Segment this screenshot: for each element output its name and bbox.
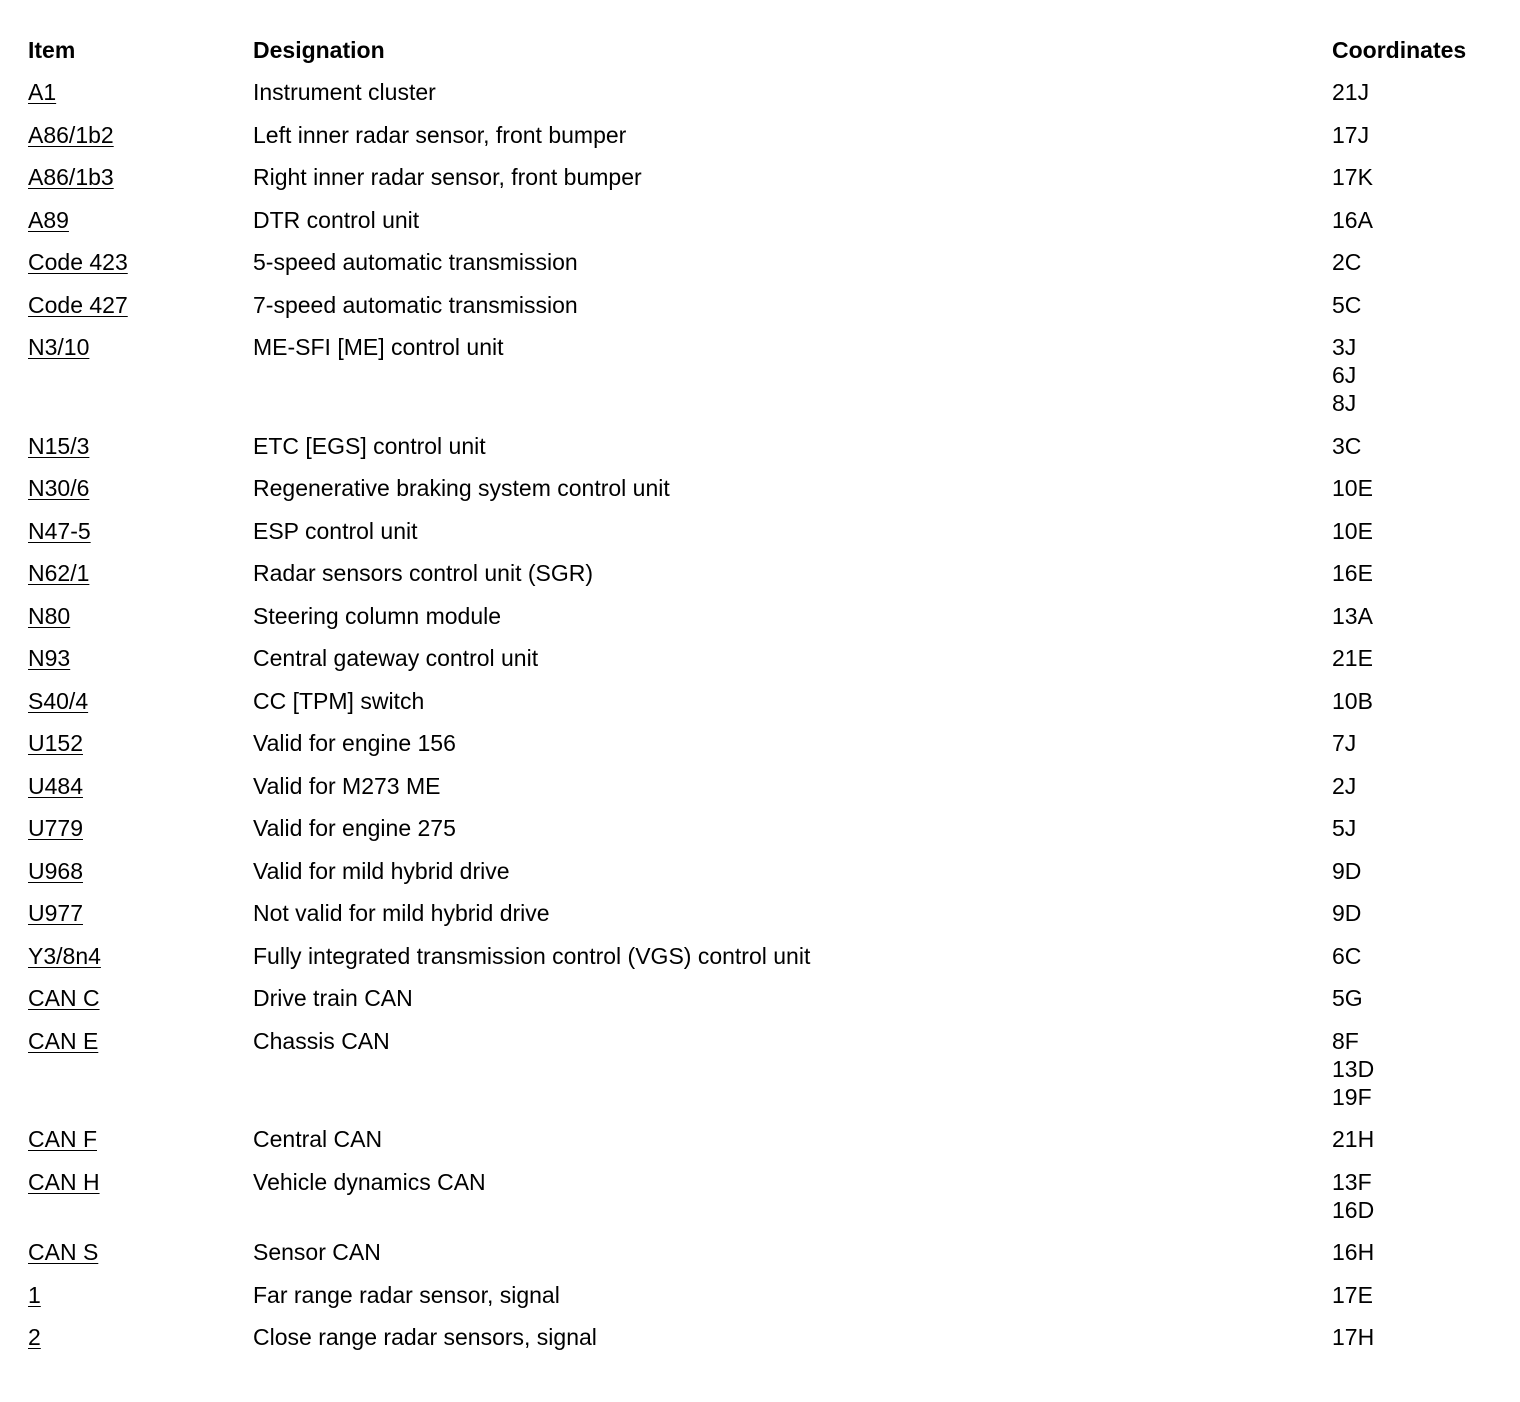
coordinate-value: 10E bbox=[1332, 517, 1373, 544]
table-row bbox=[28, 121, 1498, 164]
table-row bbox=[28, 602, 1498, 645]
designation-cell: Steering column module bbox=[253, 602, 502, 629]
designation-cell: Sensor CAN bbox=[253, 1239, 381, 1265]
item-link[interactable]: N47-5 bbox=[28, 517, 91, 544]
table-row bbox=[28, 1323, 1498, 1366]
designation-cell: Instrument cluster bbox=[253, 79, 436, 105]
item-link[interactable]: U968 bbox=[28, 857, 83, 884]
item-link[interactable]: N15/3 bbox=[28, 432, 90, 459]
coordinate-value: 16A bbox=[1332, 206, 1373, 233]
designation-cell: Valid for M273 ME bbox=[253, 772, 441, 799]
designation-cell: ETC [EGS] control unit bbox=[253, 432, 486, 459]
coordinate-value: 5C bbox=[1332, 291, 1362, 318]
item-link[interactable]: CAN F bbox=[28, 1126, 97, 1152]
table-row bbox=[28, 1125, 1498, 1168]
coordinates-cell bbox=[1332, 517, 1498, 545]
coordinates-cell bbox=[1332, 432, 1498, 460]
coordinate-value: 2J bbox=[1332, 772, 1357, 799]
item-link[interactable]: S40/4 bbox=[28, 687, 89, 714]
coordinates-cell bbox=[1332, 687, 1498, 715]
designation-cell: Radar sensors control unit (SGR) bbox=[253, 560, 594, 586]
coordinate-value: 13D bbox=[1332, 1055, 1375, 1082]
item-cell bbox=[28, 474, 253, 502]
item-link[interactable]: CAN H bbox=[28, 1168, 100, 1195]
item-cell bbox=[28, 78, 253, 106]
item-cell bbox=[28, 687, 253, 715]
coordinate-value: 21H bbox=[1332, 1126, 1375, 1152]
item-cell bbox=[28, 1027, 253, 1055]
coordinate-value: 21J bbox=[1332, 79, 1370, 105]
table-row bbox=[28, 729, 1498, 772]
coordinate-value: 10E bbox=[1332, 475, 1373, 501]
item-link[interactable]: CAN E bbox=[28, 1027, 99, 1054]
designation-cell: ESP control unit bbox=[253, 517, 418, 544]
item-cell bbox=[28, 121, 253, 149]
designation-cell: Central CAN bbox=[253, 1126, 383, 1152]
designation-cell: Valid for engine 156 bbox=[253, 730, 456, 756]
item-cell bbox=[28, 942, 253, 970]
coordinate-value: 8F bbox=[1332, 1027, 1359, 1054]
item-cell bbox=[28, 1238, 253, 1266]
coordinates-cell bbox=[1332, 78, 1498, 106]
item-link[interactable]: Code 427 bbox=[28, 291, 128, 318]
legend-header-row bbox=[28, 36, 1498, 78]
item-cell bbox=[28, 291, 253, 319]
coordinate-value: 6C bbox=[1332, 942, 1362, 969]
coordinates-cell bbox=[1332, 942, 1498, 970]
item-cell bbox=[28, 432, 253, 460]
coordinates-cell bbox=[1332, 1125, 1498, 1153]
coordinate-value: 8J bbox=[1332, 390, 1357, 416]
item-cell bbox=[28, 517, 253, 545]
item-link[interactable]: Code 423 bbox=[28, 249, 128, 275]
coordinates-cell bbox=[1332, 814, 1498, 842]
designation-cell: Chassis CAN bbox=[253, 1027, 390, 1054]
designation-cell: 5-speed automatic transmission bbox=[253, 249, 578, 275]
table-row bbox=[28, 1027, 1498, 1126]
item-link[interactable]: N3/10 bbox=[28, 334, 90, 360]
table-row bbox=[28, 984, 1498, 1027]
item-cell bbox=[28, 163, 253, 191]
coordinates-cell bbox=[1332, 333, 1498, 417]
designation-cell: Valid for engine 275 bbox=[253, 815, 456, 841]
coordinate-value: 13F bbox=[1332, 1168, 1372, 1195]
item-cell bbox=[28, 206, 253, 234]
coordinates-cell bbox=[1332, 602, 1498, 630]
table-row bbox=[28, 432, 1498, 475]
item-cell bbox=[28, 602, 253, 630]
coordinates-cell bbox=[1332, 474, 1498, 502]
designation-cell: CC [TPM] switch bbox=[253, 687, 425, 714]
item-link[interactable]: U779 bbox=[28, 815, 83, 841]
item-cell bbox=[28, 1281, 253, 1309]
coordinate-value: 5G bbox=[1332, 985, 1363, 1011]
designation-cell: Fully integrated transmission control (VGS) control unit bbox=[253, 942, 811, 969]
coordinates-cell bbox=[1332, 163, 1498, 191]
table-row bbox=[28, 78, 1498, 121]
designation-cell: Drive train CAN bbox=[253, 985, 413, 1011]
designation-cell: Right inner radar sensor, front bumper bbox=[253, 164, 642, 190]
table-row bbox=[28, 644, 1498, 687]
table-row bbox=[28, 814, 1498, 857]
item-link[interactable]: U484 bbox=[28, 772, 83, 799]
item-link[interactable]: Y3/8n4 bbox=[28, 942, 101, 969]
coordinate-value: 17H bbox=[1332, 1324, 1375, 1350]
table-row bbox=[28, 857, 1498, 900]
table-row bbox=[28, 333, 1498, 432]
coordinates-cell bbox=[1332, 559, 1498, 587]
table-row bbox=[28, 1168, 1498, 1239]
coordinate-value: 17J bbox=[1332, 121, 1370, 148]
table-row bbox=[28, 248, 1498, 291]
item-cell bbox=[28, 1323, 253, 1351]
coordinate-value: 3J bbox=[1332, 334, 1357, 360]
coordinate-value: 9D bbox=[1332, 900, 1362, 926]
coordinate-value: 10B bbox=[1332, 687, 1373, 714]
coordinate-value: 6J bbox=[1332, 362, 1357, 388]
coordinate-value: 13A bbox=[1332, 602, 1373, 629]
designation-cell: 7-speed automatic transmission bbox=[253, 291, 578, 318]
item-link[interactable]: A1 bbox=[28, 79, 57, 105]
coordinate-value: 16D bbox=[1332, 1196, 1375, 1223]
table-row bbox=[28, 772, 1498, 815]
header-designation: Designation bbox=[253, 37, 385, 63]
coordinates-cell bbox=[1332, 899, 1498, 927]
coordinates-cell bbox=[1332, 206, 1498, 234]
item-cell bbox=[28, 248, 253, 276]
item-cell bbox=[28, 559, 253, 587]
coordinates-cell bbox=[1332, 1238, 1498, 1266]
table-row bbox=[28, 163, 1498, 206]
coordinates-cell bbox=[1332, 984, 1498, 1012]
coordinate-value: 9D bbox=[1332, 857, 1362, 884]
designation-cell: Valid for mild hybrid drive bbox=[253, 857, 510, 884]
designation-cell: DTR control unit bbox=[253, 206, 420, 233]
designation-cell: Regenerative braking system control unit bbox=[253, 475, 670, 501]
item-cell bbox=[28, 333, 253, 361]
table-row bbox=[28, 942, 1498, 985]
table-row bbox=[28, 517, 1498, 560]
table-row bbox=[28, 1238, 1498, 1281]
item-link[interactable]: CAN S bbox=[28, 1239, 99, 1265]
coordinate-value: 2C bbox=[1332, 249, 1362, 275]
coordinate-value: 21E bbox=[1332, 645, 1373, 671]
item-link[interactable]: N80 bbox=[28, 602, 71, 629]
item-cell bbox=[28, 984, 253, 1012]
coordinate-value: 5J bbox=[1332, 815, 1357, 841]
item-cell bbox=[28, 899, 253, 927]
table-row bbox=[28, 206, 1498, 249]
table-row bbox=[28, 291, 1498, 334]
coordinates-cell bbox=[1332, 644, 1498, 672]
table-row bbox=[28, 687, 1498, 730]
item-cell bbox=[28, 644, 253, 672]
coordinates-cell bbox=[1332, 1168, 1498, 1224]
coordinates-cell bbox=[1332, 1323, 1498, 1351]
table-row bbox=[28, 1281, 1498, 1324]
designation-cell: Left inner radar sensor, front bumper bbox=[253, 121, 627, 148]
item-link[interactable]: U977 bbox=[28, 900, 83, 926]
designation-cell: ME-SFI [ME] control unit bbox=[253, 334, 504, 360]
coordinates-cell bbox=[1332, 857, 1498, 885]
table-row bbox=[28, 559, 1498, 602]
coordinates-cell bbox=[1332, 121, 1498, 149]
coordinate-value: 3C bbox=[1332, 432, 1362, 459]
item-link[interactable]: 1 bbox=[28, 1281, 41, 1308]
item-link[interactable]: N30/6 bbox=[28, 475, 90, 501]
coordinate-value: 7J bbox=[1332, 730, 1357, 756]
item-link[interactable]: A89 bbox=[28, 206, 69, 233]
item-cell bbox=[28, 729, 253, 757]
designation-cell: Not valid for mild hybrid drive bbox=[253, 900, 550, 926]
coordinate-value: 17E bbox=[1332, 1281, 1373, 1308]
header-coordinates: Coordinates bbox=[1332, 37, 1467, 63]
item-link[interactable]: 2 bbox=[28, 1324, 41, 1350]
item-link[interactable]: A86/1b2 bbox=[28, 121, 114, 148]
coordinates-cell bbox=[1332, 1027, 1498, 1111]
item-cell bbox=[28, 1168, 253, 1196]
coordinate-value: 19F bbox=[1332, 1083, 1372, 1110]
item-link[interactable]: N93 bbox=[28, 645, 71, 671]
table-row bbox=[28, 899, 1498, 942]
coordinates-cell bbox=[1332, 248, 1498, 276]
item-cell bbox=[28, 814, 253, 842]
designation-cell: Vehicle dynamics CAN bbox=[253, 1168, 486, 1195]
item-cell bbox=[28, 1125, 253, 1153]
item-cell bbox=[28, 857, 253, 885]
table-row bbox=[28, 474, 1498, 517]
header-item: Item bbox=[28, 37, 76, 63]
coordinate-value: 16E bbox=[1332, 560, 1373, 586]
legend-rows bbox=[28, 78, 1498, 1366]
item-link[interactable]: A86/1b3 bbox=[28, 164, 114, 190]
coordinate-value: 17K bbox=[1332, 164, 1373, 190]
coordinates-cell bbox=[1332, 772, 1498, 800]
designation-cell: Central gateway control unit bbox=[253, 645, 539, 671]
item-link[interactable]: U152 bbox=[28, 730, 83, 756]
item-link[interactable]: N62/1 bbox=[28, 560, 90, 586]
coordinates-cell bbox=[1332, 1281, 1498, 1309]
designation-cell: Close range radar sensors, signal bbox=[253, 1324, 597, 1350]
designation-cell: Far range radar sensor, signal bbox=[253, 1281, 560, 1308]
legend-table bbox=[28, 36, 1498, 1366]
item-link[interactable]: CAN C bbox=[28, 985, 100, 1011]
item-cell bbox=[28, 772, 253, 800]
coordinates-cell bbox=[1332, 729, 1498, 757]
coordinates-cell bbox=[1332, 291, 1498, 319]
coordinate-value: 16H bbox=[1332, 1239, 1375, 1265]
